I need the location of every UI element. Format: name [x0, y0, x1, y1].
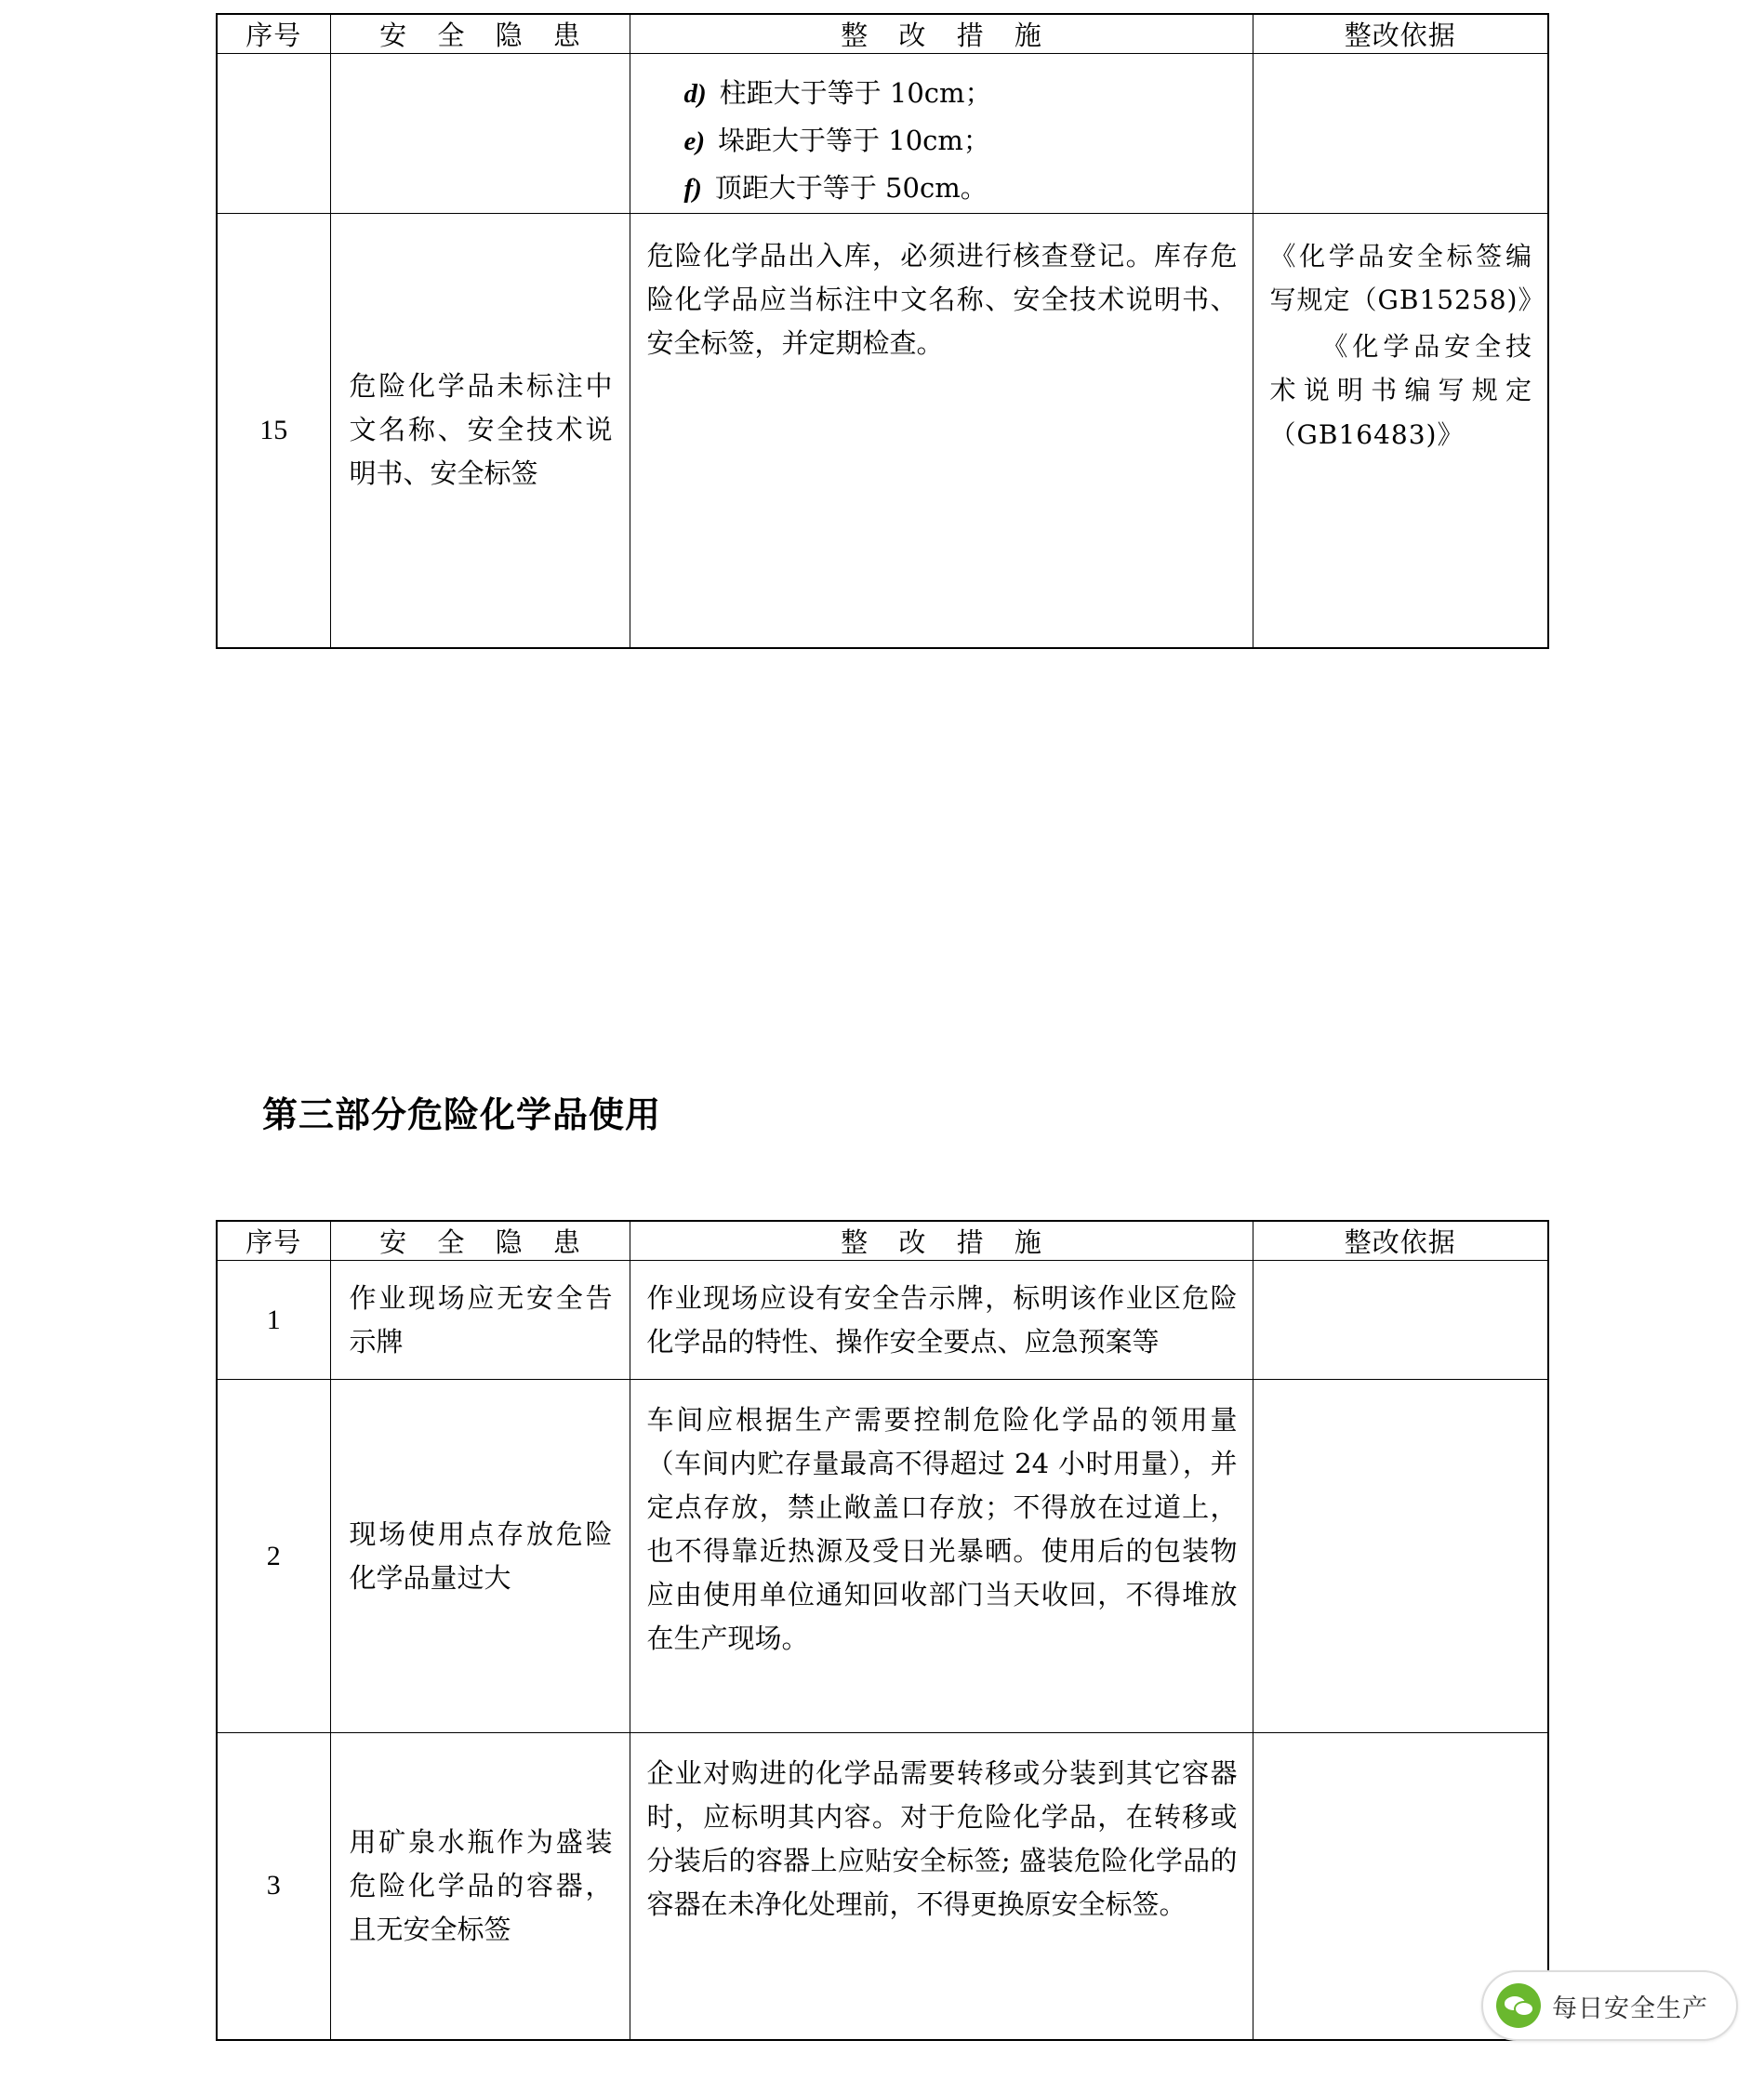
cell-no: 1	[217, 1261, 330, 1380]
table-header-row	[217, 14, 1548, 54]
measure-list-item	[684, 166, 1253, 213]
cell-hazard: 危险化学品未标注中文名称、安全技术说明书、安全标签	[330, 213, 630, 648]
col-header-basis: 整改依据	[1253, 1221, 1548, 1261]
cell-no	[217, 54, 330, 214]
cell-basis	[1253, 1261, 1548, 1380]
col-header-no: 序号	[217, 1221, 330, 1261]
list-marker: e)	[683, 126, 706, 156]
table-row	[217, 213, 1548, 648]
measure-list-item	[684, 118, 1253, 166]
wechat-account-label: 每日安全生产	[1552, 1994, 1708, 2023]
cell-hazard: 作业现场应无安全告示牌	[330, 1261, 630, 1380]
cell-hazard	[330, 54, 630, 214]
cell-measure	[630, 54, 1253, 214]
list-text: 柱距大于等于 10cm；	[719, 77, 992, 109]
list-marker: d)	[683, 79, 707, 109]
list-text: 垛距大于等于 10cm；	[718, 124, 990, 156]
list-marker: f)	[683, 173, 702, 204]
col-header-measure: 整 改 措 施	[630, 1221, 1253, 1261]
table-header-row	[217, 1221, 1548, 1261]
measure-list-item	[684, 71, 1253, 118]
wechat-account-badge[interactable]	[1481, 1970, 1738, 2041]
table-part3	[216, 1220, 1549, 2041]
cell-no: 3	[217, 1733, 330, 2040]
table-row	[217, 54, 1548, 214]
cell-basis	[1253, 54, 1548, 214]
cell-basis	[1253, 213, 1548, 648]
cell-no: 2	[217, 1380, 330, 1733]
table-part2	[216, 13, 1549, 649]
cell-measure: 危险化学品出入库，必须进行核查登记。库存危险化学品应当标注中文名称、安全技术说明书、安全标签，并定期检查。	[630, 213, 1253, 648]
wechat-icon	[1496, 1983, 1541, 2028]
col-header-basis: 整改依据	[1253, 14, 1548, 54]
list-text: 顶距大于等于 50cm。	[714, 171, 988, 204]
cell-measure: 作业现场应设有安全告示牌，标明该作业区危险化学品的特性、操作安全要点、应急预案等	[630, 1261, 1253, 1380]
cell-hazard: 现场使用点存放危险化学品量过大	[330, 1380, 630, 1733]
cell-measure: 企业对购进的化学品需要转移或分装到其它容器时，应标明其内容。对于危险化学品，在转移或分装后的容器上应贴安全标签; 盛装危险化学品的容器在未净化处理前，不得更换原安全标签。	[630, 1733, 1253, 2040]
col-header-measure: 整 改 措 施	[630, 14, 1253, 54]
cell-no: 15	[217, 213, 330, 648]
cell-basis	[1253, 1380, 1548, 1733]
table-row	[217, 1733, 1548, 2040]
table-row	[217, 1380, 1548, 1733]
col-header-no: 序号	[217, 14, 330, 54]
table-row	[217, 1261, 1548, 1380]
cell-hazard: 用矿泉水瓶作为盛装危险化学品的容器，且无安全标签	[330, 1733, 630, 2040]
basis-entry: 《化学品安全技术说明书编写规定（GB16483)》	[1269, 330, 1532, 450]
cell-measure: 车间应根据生产需要控制危险化学品的领用量（车间内贮存量最高不得超过 24 小时用量），并定点存放，禁止敞盖口存放；不得放在过道上，也不得靠近热源及受日光暴晒。使用后的包装物应由使用单位通知回收部门当天收回，不得堆放在生产现场。	[630, 1380, 1253, 1733]
col-header-hazard: 安 全 隐 患	[330, 1221, 630, 1261]
section-heading: 第三部分危险化学品使用	[262, 1094, 662, 1135]
basis-entry: 《化学品安全标签编写规定（GB15258)》	[1269, 240, 1545, 316]
col-header-hazard: 安 全 隐 患	[330, 14, 630, 54]
